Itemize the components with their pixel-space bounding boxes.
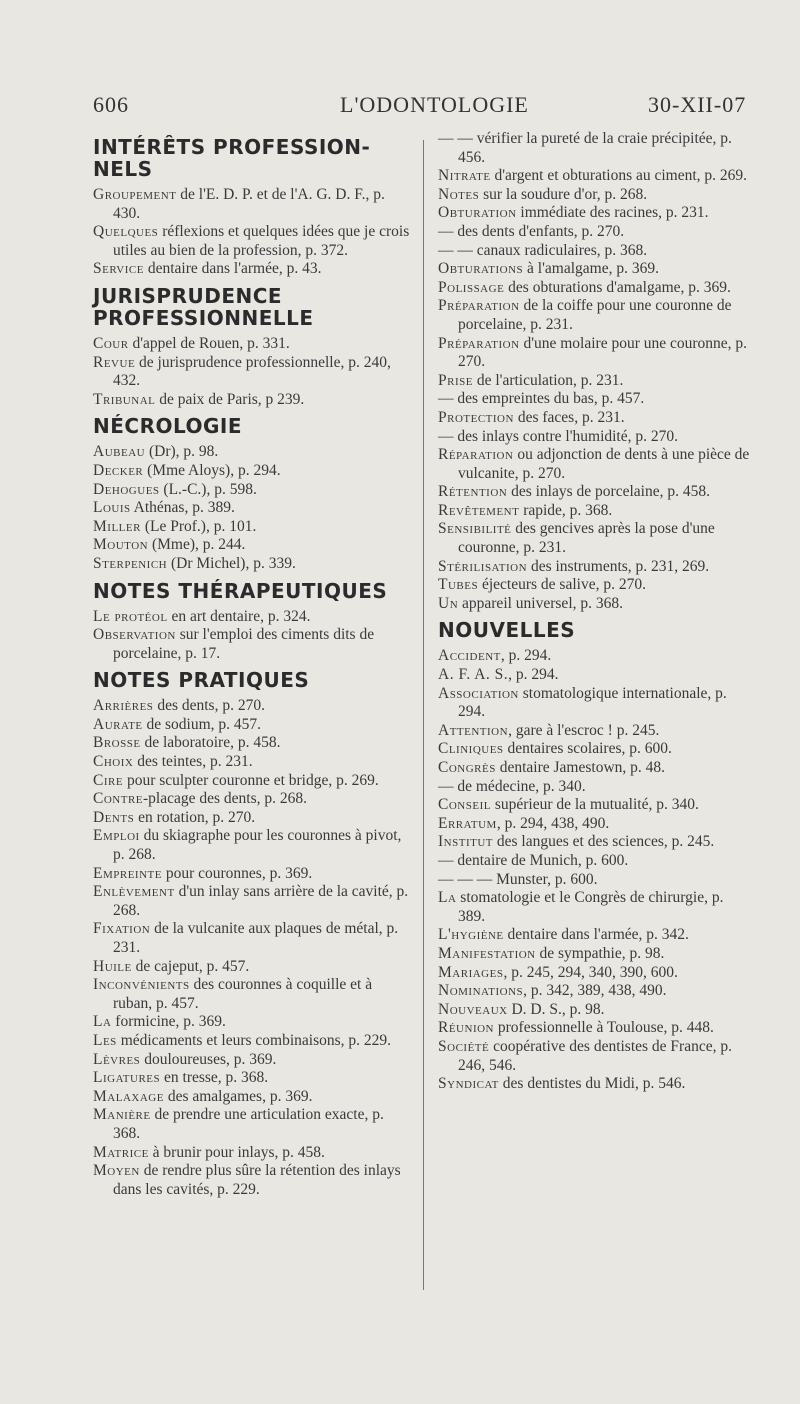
index-entry — [93, 734, 411, 753]
index-entry — [93, 772, 411, 791]
entry-text: coopérative des dentistes de France, p. 246, 546. — [458, 1037, 732, 1074]
entry-lead: Matrice — [93, 1143, 149, 1161]
entry-text: de rendre plus sûre la rétention des inlays dans les cavités, p. 229. — [113, 1162, 401, 1198]
index-entry — [438, 204, 753, 223]
entry-text: de la coiffe pour une couronne de porcelaine, p. 231. — [458, 297, 732, 333]
entry-lead: Revêtement — [438, 501, 520, 519]
entry-text: — — — Munster, p. 600. — [438, 870, 598, 888]
index-entry — [93, 1069, 411, 1088]
entry-lead: Réparation — [438, 446, 514, 464]
entry-text: D. D. S., p. 98. — [507, 1000, 605, 1018]
index-entry — [93, 1162, 411, 1199]
index-entry — [93, 1051, 411, 1070]
index-entry — [438, 740, 753, 759]
index-entry — [438, 167, 753, 186]
entry-lead: Rétention — [438, 483, 508, 501]
entry-text: sur l'emploi des ciments dits de porcelaine, p. 17. — [113, 626, 375, 662]
index-entry — [438, 1075, 753, 1094]
entry-text: réflexions et quelques idées que je crois utiles au bien de la profession, p. 372. — [113, 223, 410, 259]
entry-text: de laboratoire, p. 458. — [140, 734, 281, 752]
entry-lead: Protection — [438, 408, 514, 426]
entry-text: — des dents d'enfants, p. 270. — [438, 222, 625, 240]
index-entry — [438, 926, 753, 945]
entry-lead: Cour — [93, 334, 129, 352]
entry-text: de paix de Paris, p 239. — [155, 390, 305, 408]
index-entry — [438, 1001, 753, 1020]
index-entry — [93, 1032, 411, 1051]
entry-text: des gencives après la pose d'une couronne, p. 231. — [458, 520, 715, 557]
entry-lead: Un — [438, 594, 459, 612]
index-section — [438, 130, 753, 613]
entry-text: médicaments et leurs combinaisons, p. 229. — [116, 1031, 392, 1049]
index-entry — [93, 518, 411, 537]
index-section — [93, 669, 411, 1199]
entry-lead: Conseil — [438, 796, 491, 814]
entry-lead: L'hygiène — [438, 926, 504, 944]
index-entry — [93, 223, 411, 260]
index-entry — [93, 536, 411, 555]
section-title: NÉCROLOGIE — [93, 414, 243, 439]
entry-text: dentaires scolaires, p. 600. — [503, 740, 672, 758]
entry-lead: Nominations — [438, 982, 524, 1000]
entry-lead: Dehogues — [93, 480, 160, 498]
index-entry — [438, 889, 753, 926]
entry-text: (Mme Aloys), p. 294. — [143, 461, 281, 479]
index-entry — [93, 865, 411, 884]
entry-text: supérieur de la mutualité, p. 340. — [490, 796, 699, 814]
entry-lead: Cliniques — [438, 740, 504, 758]
entry-text: ou adjonction de dents à une pièce de vulcanite, p. 270. — [458, 446, 750, 482]
entry-text: en tresse, p. 368. — [160, 1069, 269, 1087]
index-entry — [438, 279, 753, 298]
entry-lead: Empreinte — [93, 864, 162, 882]
entry-text: des couronnes à coquille et à ruban, p. 457. — [113, 976, 373, 1012]
index-entry — [438, 778, 753, 797]
index-entry — [93, 335, 411, 354]
entry-text: (L.-C.), p. 598. — [159, 480, 257, 498]
index-entry — [438, 520, 753, 557]
index-entry — [438, 446, 753, 483]
entry-text: pour sculpter couronne et bridge, p. 269. — [123, 771, 379, 789]
entry-text: des amalgames, p. 369. — [163, 1087, 313, 1105]
entry-text: dentaire dans l'armée, p. 43. — [143, 260, 322, 278]
entry-text: , p. 294, 438, 490. — [496, 814, 610, 832]
index-entry — [438, 833, 753, 852]
entry-text: d'un inlay sans arrière de la cavité, p. 268. — [113, 883, 409, 919]
entry-text: (Le Prof.), p. 101. — [140, 517, 257, 535]
index-entry — [93, 260, 411, 279]
section-title: JURISPRUDENCE PROFESSIONNELLE — [93, 283, 314, 330]
entry-text: rapide, p. 368. — [519, 501, 613, 519]
entry-text: d'appel de Rouen, p. 331. — [128, 334, 290, 352]
journal-title: L'ODONTOLOGIE — [340, 92, 529, 117]
index-entry — [93, 626, 411, 663]
entry-text: en art dentaire, p. 324. — [167, 607, 311, 625]
entry-text: en rotation, p. 270. — [134, 808, 256, 826]
entry-text: -placage des dents, p. 268. — [143, 790, 308, 808]
entry-lead: Lèvres — [93, 1050, 141, 1068]
index-entry — [93, 809, 411, 828]
entry-lead: Prise — [438, 371, 473, 389]
index-entry — [93, 555, 411, 574]
entry-lead: Manifestation — [438, 944, 536, 962]
entry-lead: Accident — [438, 647, 501, 665]
index-entry — [438, 759, 753, 778]
entry-lead: Obturation — [438, 204, 517, 222]
entry-text: stomatologie et le Congrès de chirurgie, p. 389. — [456, 889, 724, 925]
entry-lead: Sensibilité — [438, 520, 512, 538]
index-entry — [438, 796, 753, 815]
index-entry — [438, 242, 753, 261]
index-entry — [438, 666, 753, 685]
index-entry — [438, 130, 753, 167]
index-section — [93, 136, 411, 279]
index-entry — [438, 297, 753, 334]
entry-text: dentaire dans l'armée, p. 342. — [503, 926, 689, 944]
entry-text: dentaire Jamestown, p. 48. — [495, 759, 666, 776]
entry-lead: Congrès — [438, 759, 496, 776]
entry-lead: Contre — [93, 790, 144, 808]
index-section — [93, 285, 411, 409]
entry-text: de jurisprudence professionnelle, p. 240, 432. — [113, 353, 391, 390]
index-section — [438, 619, 753, 1093]
index-entry — [438, 1038, 753, 1075]
entry-lead: Réunion — [438, 1019, 494, 1037]
entry-lead: La — [438, 889, 457, 907]
index-entry — [438, 502, 753, 521]
index-entry — [93, 391, 411, 410]
entry-lead: Huile — [93, 957, 132, 975]
entry-lead: Miller — [93, 517, 141, 535]
entry-text: des inlays de porcelaine, p. 458. — [507, 483, 710, 501]
entry-lead: Sterpenich — [93, 554, 168, 572]
entry-lead: La — [93, 1013, 112, 1031]
entry-text: éjecteurs de salive, p. 270. — [478, 576, 646, 594]
index-entry — [93, 186, 411, 223]
index-entry — [438, 223, 753, 242]
index-entry — [438, 372, 753, 391]
index-entry — [93, 697, 411, 716]
index-entry — [93, 958, 411, 977]
entry-text: — des inlays contre l'humidité, p. 270. — [438, 427, 678, 445]
entry-lead: Nitrate — [438, 167, 491, 185]
index-entry — [438, 722, 753, 741]
entry-text: de la vulcanite aux plaques de métal, p. 231. — [113, 920, 399, 956]
entry-text: à brunir pour inlays, p. 458. — [148, 1143, 325, 1161]
index-entry — [438, 260, 753, 279]
entry-lead: Groupement — [93, 186, 177, 203]
entry-text: de sympathie, p. 98. — [535, 944, 665, 962]
entry-text: douloureuses, p. 369. — [140, 1050, 277, 1068]
entry-lead: Emploi — [93, 827, 140, 845]
index-entry — [438, 186, 753, 205]
entry-text: de cajeput, p. 457. — [131, 957, 250, 975]
entry-text: (Dr Michel), p. 339. — [167, 554, 296, 572]
entry-text: — dentaire de Munich, p. 600. — [438, 851, 629, 869]
index-entry — [93, 753, 411, 772]
entry-text: du skiagraphe pour les couronnes à pivot, p. 268. — [113, 827, 402, 864]
index-entry — [438, 558, 753, 577]
entry-text: — de médecine, p. 340. — [438, 777, 586, 795]
section-title: NOTES THÉRAPEUTIQUES — [93, 578, 388, 603]
index-entry — [93, 1144, 411, 1163]
entry-text: d'une molaire pour une couronne, p. 270. — [458, 334, 748, 371]
index-entry — [93, 1013, 411, 1032]
entry-text: des instruments, p. 231, 269. — [527, 557, 710, 575]
index-entry — [93, 976, 411, 1013]
index-entry — [93, 1088, 411, 1107]
entry-text: immédiate des racines, p. 231. — [516, 204, 709, 222]
entry-lead: Mouton — [93, 536, 149, 554]
index-entry — [93, 716, 411, 735]
entry-lead: Obturations — [438, 260, 524, 278]
entry-lead: Polissage — [438, 278, 505, 296]
entry-lead: Revue — [93, 353, 136, 371]
entry-lead: Aurate — [93, 715, 143, 733]
entry-text: de l'E. D. P. et de l'A. G. D. F., p. 430. — [113, 186, 385, 222]
entry-text: professionnelle à Toulouse, p. 448. — [494, 1019, 714, 1037]
entry-lead: Dents — [93, 808, 135, 826]
entry-lead: Decker — [93, 461, 144, 479]
entry-text: des dentistes du Midi, p. 546. — [498, 1075, 686, 1093]
index-entry — [438, 335, 753, 372]
entry-text: de sodium, p. 457. — [142, 715, 262, 733]
entry-text: stomatologique internationale, p. 294. — [458, 684, 727, 721]
entry-text: à l'amalgame, p. 369. — [523, 260, 659, 278]
entry-lead: Association — [438, 684, 519, 702]
entry-text: (Mme), p. 244. — [148, 536, 246, 554]
index-entry — [438, 945, 753, 964]
entry-lead: Les — [93, 1031, 117, 1049]
entry-lead: Arrières — [93, 697, 154, 715]
entry-lead: Préparation — [438, 297, 520, 315]
entry-lead: Ligatures — [93, 1069, 161, 1087]
entry-text: appareil universel, p. 368. — [458, 594, 623, 612]
index-entry — [93, 827, 411, 864]
entry-lead: Quelques — [93, 223, 159, 241]
index-entry — [438, 483, 753, 502]
index-entry — [438, 390, 753, 409]
entry-text: — — canaux radiculaires, p. 368. — [438, 241, 648, 259]
index-entry — [93, 499, 411, 518]
entry-lead: Brosse — [93, 734, 141, 752]
entry-text: des teintes, p. 231. — [133, 753, 253, 771]
entry-text: des obturations d'amalgame, p. 369. — [504, 278, 731, 296]
entry-lead: Stérilisation — [438, 557, 528, 575]
entry-lead: Nouveaux — [438, 1000, 508, 1018]
entry-lead: Institut — [438, 833, 493, 851]
entry-lead: Manière — [93, 1106, 151, 1124]
entry-lead: Inconvénients — [93, 976, 190, 994]
index-entry — [93, 1106, 411, 1143]
entry-text: formicine, p. 369. — [111, 1013, 226, 1031]
entry-lead: Notes — [438, 185, 480, 203]
index-entry — [438, 1019, 753, 1038]
index-entry — [93, 790, 411, 809]
index-entry — [438, 982, 753, 1001]
entry-lead: Choix — [93, 753, 134, 771]
section-title: NOUVELLES — [438, 618, 576, 643]
index-entry — [93, 920, 411, 957]
entry-lead: Préparation — [438, 334, 520, 352]
index-entry — [438, 815, 753, 834]
entry-lead: Fixation — [93, 920, 151, 938]
index-entry — [93, 443, 411, 462]
entry-text: , p. 294. — [500, 647, 552, 665]
index-entry — [438, 595, 753, 614]
index-entry — [93, 481, 411, 500]
index-entry — [438, 428, 753, 447]
entry-lead: Le protéol — [93, 607, 168, 625]
entry-text: pour couronnes, p. 369. — [161, 864, 313, 882]
entry-lead: Malaxage — [93, 1087, 164, 1105]
page-number: 606 — [93, 92, 129, 117]
entry-lead: Moyen — [93, 1162, 140, 1180]
entry-lead: Cire — [93, 771, 124, 789]
index-section — [93, 415, 411, 573]
left-column — [93, 130, 411, 1199]
entry-text: — des empreintes du bas, p. 457. — [438, 390, 645, 408]
index-entry — [438, 576, 753, 595]
index-entry — [93, 462, 411, 481]
entry-text: des faces, p. 231. — [513, 408, 625, 426]
entry-text: des langues et des sciences, p. 245. — [493, 833, 715, 851]
index-entry — [438, 871, 753, 890]
entry-text: de prendre une articulation exacte, p. 368. — [113, 1106, 384, 1142]
entry-lead: Tubes — [438, 576, 479, 594]
entry-text: , p. 294. — [508, 666, 559, 684]
entry-lead: A. F. A. S. — [438, 666, 509, 684]
entry-lead: Observation — [93, 626, 176, 644]
section-title: INTÉRÊTS PROFESSION-NELS — [93, 135, 371, 181]
index-entry — [438, 409, 753, 428]
entry-text: , p. 342, 389, 438, 490. — [523, 982, 667, 1000]
entry-text: — — vérifier la pureté de la craie précipitée, p. 456. — [438, 130, 732, 166]
index-entry — [93, 883, 411, 920]
entry-lead: Enlèvement — [93, 883, 175, 901]
issue-date: 30-XII-07 — [648, 92, 747, 117]
entry-text: des dents, p. 270. — [153, 697, 265, 715]
index-entry — [438, 647, 753, 666]
entry-text: d'argent et obturations au ciment, p. 269. — [490, 167, 748, 185]
entry-lead: Tribunal — [93, 390, 156, 408]
index-entry — [438, 685, 753, 722]
index-entry — [438, 852, 753, 871]
entry-lead: Société — [438, 1037, 490, 1055]
index-entry — [93, 608, 411, 627]
column-divider — [423, 140, 424, 1290]
index-entry — [93, 354, 411, 391]
entry-lead: Aubeau — [93, 443, 146, 461]
entry-text: , p. 245, 294, 340, 390, 600. — [503, 963, 678, 981]
entry-text: de l'articulation, p. 231. — [472, 371, 624, 389]
entry-text: sur la soudure d'or, p. 268. — [479, 185, 648, 203]
entry-text: Athénas, p. 389. — [130, 499, 235, 517]
index-section — [93, 580, 411, 664]
page-header — [0, 92, 800, 126]
right-column — [438, 130, 753, 1094]
entry-lead: Mariages — [438, 963, 504, 981]
entry-lead: Service — [93, 260, 144, 278]
entry-lead: Erratum — [438, 814, 497, 832]
entry-lead: Louis — [93, 499, 131, 517]
index-entry — [438, 964, 753, 983]
section-title: NOTES PRATIQUES — [93, 668, 310, 693]
entry-lead: Attention — [438, 721, 509, 739]
entry-text: , gare à l'escroc ! p. 245. — [508, 721, 660, 739]
entry-text: (Dr), p. 98. — [145, 443, 219, 461]
entry-lead: Syndicat — [438, 1075, 499, 1093]
